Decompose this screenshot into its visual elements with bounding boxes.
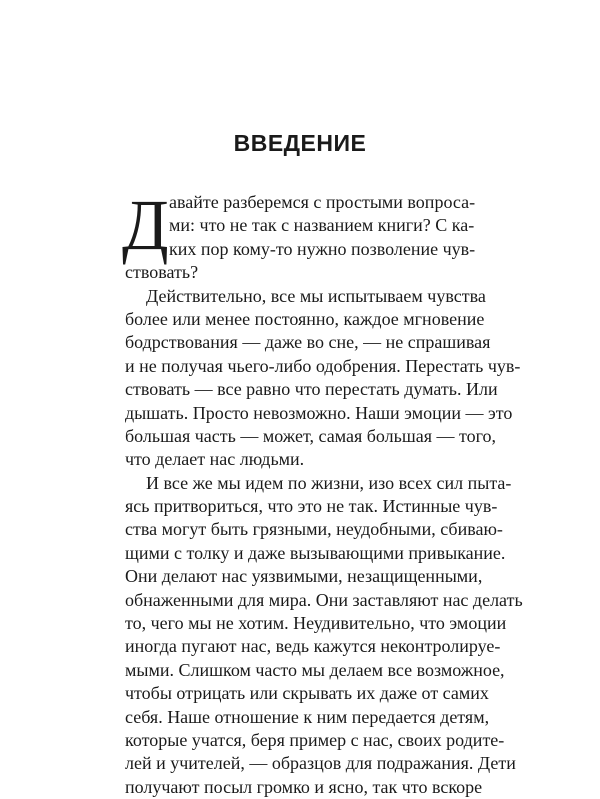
- text-line: получают посыл громко и ясно, так что вскоре: [125, 776, 483, 797]
- text-line: И все же мы идем по жизни, изо всех сил пыта-: [146, 472, 512, 493]
- text-line: чтобы отрицать или скрывать их даже от самих: [125, 683, 489, 704]
- text-line: ми: что не так с названием книги? С ка-: [169, 215, 475, 236]
- text-line: что делает нас людьми.: [125, 449, 305, 470]
- text-line: лей и учителей, — образцов для подражания. Дети: [125, 753, 516, 774]
- text-line: ствовать — все равно что перестать думать. Или: [125, 379, 498, 400]
- text-line: себя. Наше отношение к ним передается детям,: [125, 706, 490, 727]
- text-line: ства могут быть грязными, неудобными, сбиваю-: [125, 519, 503, 540]
- text-line: бодрствования — даже во сне, — не спрашивая: [125, 332, 491, 353]
- text-line: дышать. Просто невозможно. Наши эмоции — это: [125, 402, 513, 423]
- text-line: ясь притвориться, что это не так. Истинные чув-: [125, 496, 498, 517]
- text-line: более или менее постоянно, каждое мгновение: [125, 308, 485, 329]
- text-line: и не получая чьего-либо одобрения. Перестать чув-: [125, 355, 521, 376]
- body-text: [125, 191, 523, 799]
- text-line: ствовать?: [125, 262, 199, 283]
- text-line: которые учатся, беря пример с нас, своих родите-: [125, 729, 505, 750]
- text-line: обнаженными для мира. Они заставляют нас делать: [125, 589, 523, 610]
- text-line: большая часть — может, самая большая — того,: [125, 425, 497, 446]
- text-line: ких пор кому-то нужно позволение чув-: [169, 238, 476, 259]
- text-line: иногда пугают нас, ведь кажутся неконтролируе-: [125, 636, 501, 657]
- text-line: авайте разберемся с простыми вопроса-: [169, 192, 476, 212]
- text-line: то, чего мы не хотим. Неудивительно, что эмоции: [125, 613, 507, 634]
- text-line: щими с толку и даже вызывающими привыкание.: [125, 542, 506, 563]
- chapter-title: ВВЕДЕНИЕ: [233, 130, 367, 156]
- drop-cap: Д: [122, 185, 169, 265]
- text-line: Они делают нас уязвимыми, незащищенными,: [125, 566, 483, 587]
- text-line: Действительно, все мы испытываем чувства: [146, 285, 486, 306]
- text-line: мыми. Слишком часто мы делаем все возможное,: [125, 659, 505, 680]
